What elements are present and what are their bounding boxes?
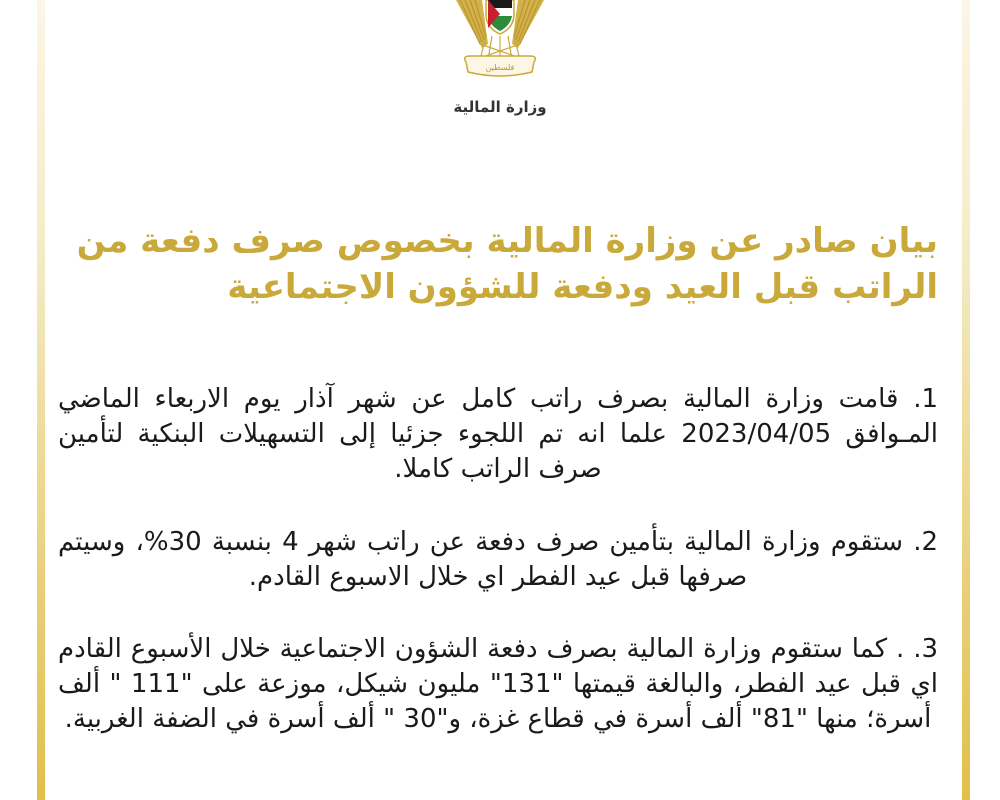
palestine-eagle-emblem-icon xyxy=(452,0,548,82)
statement-paragraph-1 xyxy=(58,382,938,487)
statement-title: بيان صادر عن وزارة المالية بخصوص صرف دفعة من الراتب قبل العيد ودفعة للشؤون الاجتماعية xyxy=(76,221,938,307)
statement-paragraph-2 xyxy=(58,525,938,595)
svg-text:فلسطين: فلسطين xyxy=(485,63,515,72)
ministry-name: وزارة المالية xyxy=(453,98,547,116)
statement-paragraph-3 xyxy=(58,632,938,737)
paragraph-number: 1. xyxy=(913,384,939,414)
right-gold-border xyxy=(962,0,970,800)
paragraph-text: ستقوم وزارة المالية بتأمين صرف دفعة عن راتب شهر 4 بنسبة 30%، وسيتم صرفها قبل عيد الفطر اي خلال الاسبوع القادم. xyxy=(58,527,904,592)
paragraph-number: 3. . xyxy=(896,634,939,664)
paragraph-text: كما ستقوم وزارة المالية بصرف دفعة الشؤون الاجتماعية خلال الأسبوع القادم اي قبل عيد الفطر، والبالغة قيمتها "131" مليون شيكل، موزعة على "111 " ألف أسرة؛ منها "81" ألف أسرة في قطاع غزة، و"30 " ألف أسرة في الضفة الغربية. xyxy=(58,634,938,734)
paragraph-number: 2. xyxy=(913,527,938,557)
left-gold-border xyxy=(37,0,45,800)
paragraph-text: قامت وزارة المالية بصرف راتب كامل عن شهر آذار يوم الاربعاء الماضي المـوافق 2023/04/05 علما انه تم اللجوء جزئيا إلى التسهيلات البنكية لتأمين صرف الراتب كاملا. xyxy=(58,384,938,484)
